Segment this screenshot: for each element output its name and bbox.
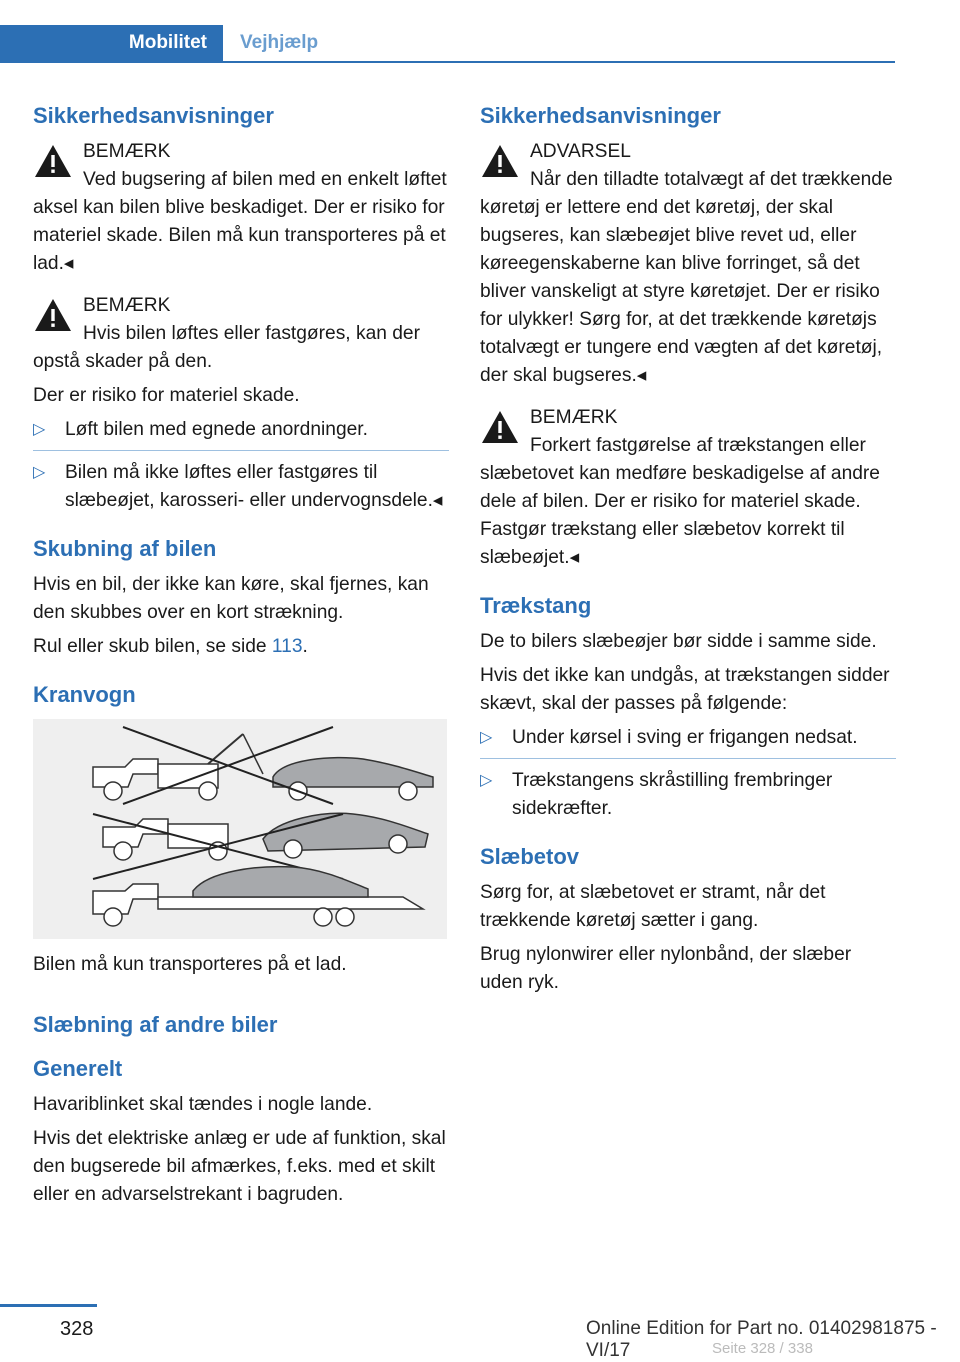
section-title-pushing: Skubning af bilen xyxy=(33,536,217,561)
divider xyxy=(33,450,449,451)
warning-block xyxy=(480,404,896,572)
warning-block xyxy=(33,138,449,278)
page-link[interactable]: 113 xyxy=(271,636,303,657)
list-item xyxy=(480,724,896,752)
watermark: Seite 328 / 338 xyxy=(712,1340,813,1357)
section-title-tow-bar: Trækstang xyxy=(480,593,592,618)
warning-text-content: Når den tilladte totalvægt af det trækkende køretøj er lettere end det køretøj, der skal bugseres, kan slæbeøjet blive revet ud, eller køreegenskaberne kan blive forringet, så det bliver vanskeligt at styre køretøjet. Der er risiko for ulykker! Sørg for, at det trækkende køretøjs totalvægt er tungere end vægten af det køretøj, der skal bugseres.◂ xyxy=(480,169,893,386)
footer-rule xyxy=(0,1304,97,1307)
warning-label: BEMÆRK xyxy=(83,295,171,316)
warning-text xyxy=(480,432,896,572)
warning-text xyxy=(33,166,449,278)
warning-text-content: Forkert fastgørelse af trækstangen eller slæbetovet kan medføre beskadigelse af andre dele af bilen. Der er risiko for materiel skade. Fastgør trækstang eller slæbetov korrekt til slæbeøjet.◂ xyxy=(480,435,880,568)
section-title-safety: Sikkerhedsanvisninger xyxy=(480,103,721,128)
list-item-text: Løft bilen med egnede anordninger. xyxy=(65,419,368,440)
warning-text-content: Ved bugsering af bilen med en enkelt løftet aksel kan bilen blive beskadiget. Der er risiko for materiel skade. Bilen må kun transporteres på et lad.◂ xyxy=(33,169,447,274)
page-number: 328 xyxy=(60,1318,94,1340)
warning-label: ADVARSEL xyxy=(530,141,631,162)
warning-triangle-icon xyxy=(33,296,73,334)
warning-block xyxy=(33,292,449,376)
paragraph-text: Rul eller skub bilen, se side xyxy=(33,636,272,657)
warning-triangle-icon xyxy=(33,142,73,180)
header-tabs xyxy=(0,25,895,63)
chapter-title-towing-others: Slæbning af andre biler xyxy=(33,1012,278,1037)
paragraph: Havariblinket skal tændes i nogle lande. xyxy=(33,1094,373,1115)
paragraph: Brug nylonwirer eller nylonbånd, der slæber uden ryk. xyxy=(480,944,852,993)
section-title-tow-truck: Kranvogn xyxy=(33,682,136,707)
section-title-general: Generelt xyxy=(33,1056,123,1081)
warning-label: BEMÆRK xyxy=(83,141,171,162)
figure-caption: Bilen må kun transporteres på et lad. xyxy=(33,954,347,975)
paragraph: Hvis det ikke kan undgås, at trækstangen sidder skævt, skal der passes på følgende: xyxy=(480,665,890,714)
right-column xyxy=(480,100,896,1003)
list-item xyxy=(33,416,449,444)
paragraph: De to bilers slæbeøjer bør sidde i samme side. xyxy=(480,631,877,652)
section-title-safety: Sikkerhedsanvisninger xyxy=(33,103,274,128)
edition-text: Online Edition for Part no. 01402981875 - VI/17 xyxy=(586,1318,937,1361)
paragraph: Hvis det elektriske anlæg er ude af funktion, skal den bugserede bil afmærkes, f.eks. med et skilt eller en advarselstrekant i bagruden. xyxy=(33,1128,446,1205)
left-column xyxy=(33,100,449,1215)
warning-triangle-icon xyxy=(480,408,520,446)
tab-vejhjaelp[interactable]: Vejhjælp xyxy=(240,32,319,53)
warning-triangle-icon xyxy=(480,142,520,180)
tab-mobilitet[interactable]: Mobilitet xyxy=(0,25,223,61)
triangle-bullet-icon: ▷ xyxy=(33,421,46,438)
warning-text-content: Hvis bilen løftes eller fastgøres, kan der opstå skader på den. xyxy=(33,323,420,372)
list-item-text: Under kørsel i sving er frigangen nedsat. xyxy=(512,727,858,748)
list-item xyxy=(480,767,896,823)
warning-text xyxy=(480,166,896,390)
tow-truck-illustration xyxy=(33,719,447,939)
list-item xyxy=(33,459,449,515)
tow-truck-figure xyxy=(33,719,447,939)
triangle-bullet-icon: ▷ xyxy=(480,729,493,746)
triangle-bullet-icon: ▷ xyxy=(33,464,46,481)
paragraph: Der er risiko for materiel skade. xyxy=(33,385,300,406)
warning-text xyxy=(33,320,449,376)
triangle-bullet-icon: ▷ xyxy=(480,772,493,789)
list-item-text: Bilen må ikke løftes eller fastgøres til slæbeøjet, karosseri- eller undervognsdele.◂ xyxy=(65,462,443,511)
paragraph-text: . xyxy=(302,636,308,657)
section-title-tow-rope: Slæbetov xyxy=(480,844,580,869)
warning-label: BEMÆRK xyxy=(530,407,618,428)
paragraph: Hvis en bil, der ikke kan køre, skal fjernes, kan den skubbes over en kort strækning. xyxy=(33,574,429,623)
divider xyxy=(480,758,896,759)
warning-block xyxy=(480,138,896,390)
list-item-text: Trækstangens skråstilling frembringer sidekræfter. xyxy=(512,770,833,819)
paragraph: Sørg for, at slæbetovet er stramt, når det trækkende køretøj sætter i gang. xyxy=(480,882,826,931)
paragraph xyxy=(33,633,449,661)
